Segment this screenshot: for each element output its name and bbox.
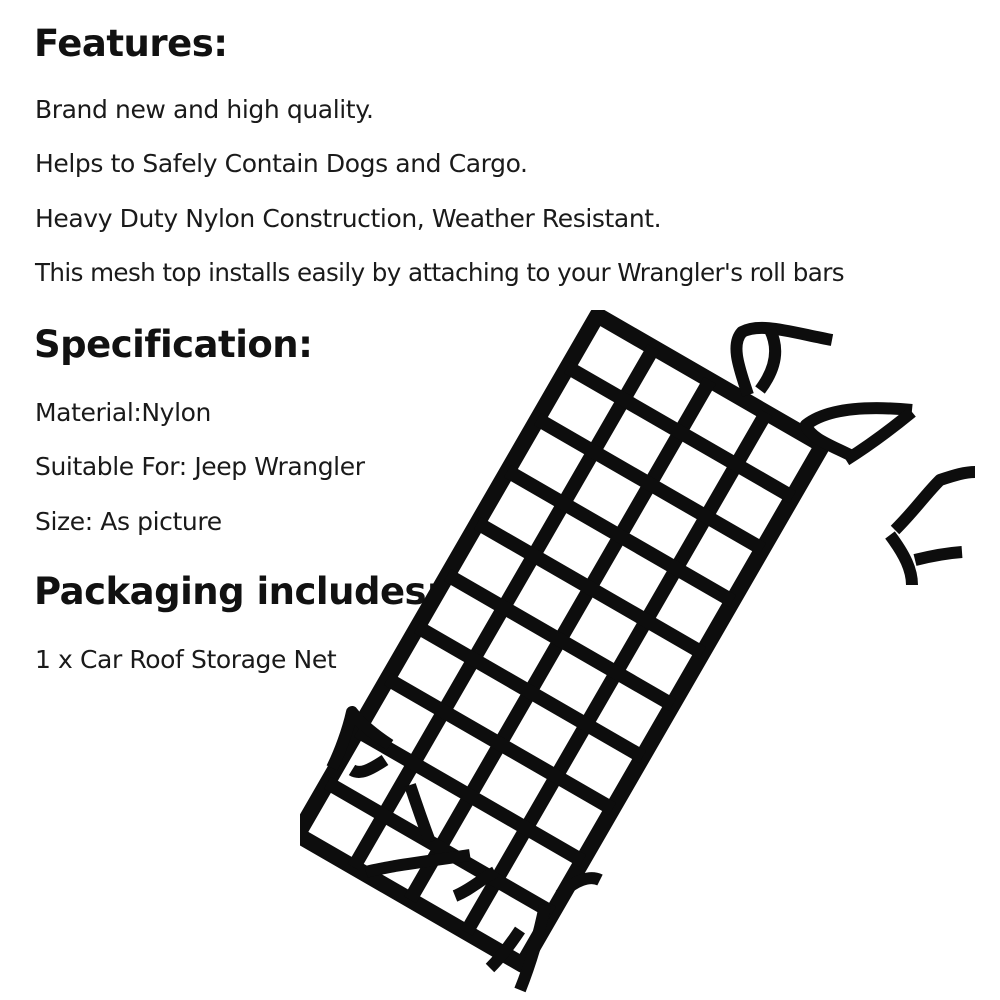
- cargo-net-image: [300, 310, 1000, 1000]
- feature-item: Heavy Duty Nylon Construction, Weather Resistant.: [35, 204, 662, 233]
- features-heading: Features:: [34, 22, 228, 65]
- feature-item: Helps to Safely Contain Dogs and Cargo.: [35, 149, 528, 178]
- feature-item: This mesh top installs easily by attaching to your Wrangler's roll bars: [35, 258, 844, 287]
- tie-straps: [332, 328, 975, 990]
- specification-item: Material:Nylon: [35, 398, 211, 427]
- specification-item: Size: As picture: [35, 507, 222, 536]
- feature-item: Brand new and high quality.: [35, 95, 374, 124]
- specification-item: Suitable For: Jeep Wrangler: [35, 452, 365, 481]
- packaging-item: 1 x Car Roof Storage Net: [35, 645, 337, 674]
- packaging-heading: Packaging includes:: [34, 570, 441, 613]
- specification-heading: Specification:: [34, 323, 313, 366]
